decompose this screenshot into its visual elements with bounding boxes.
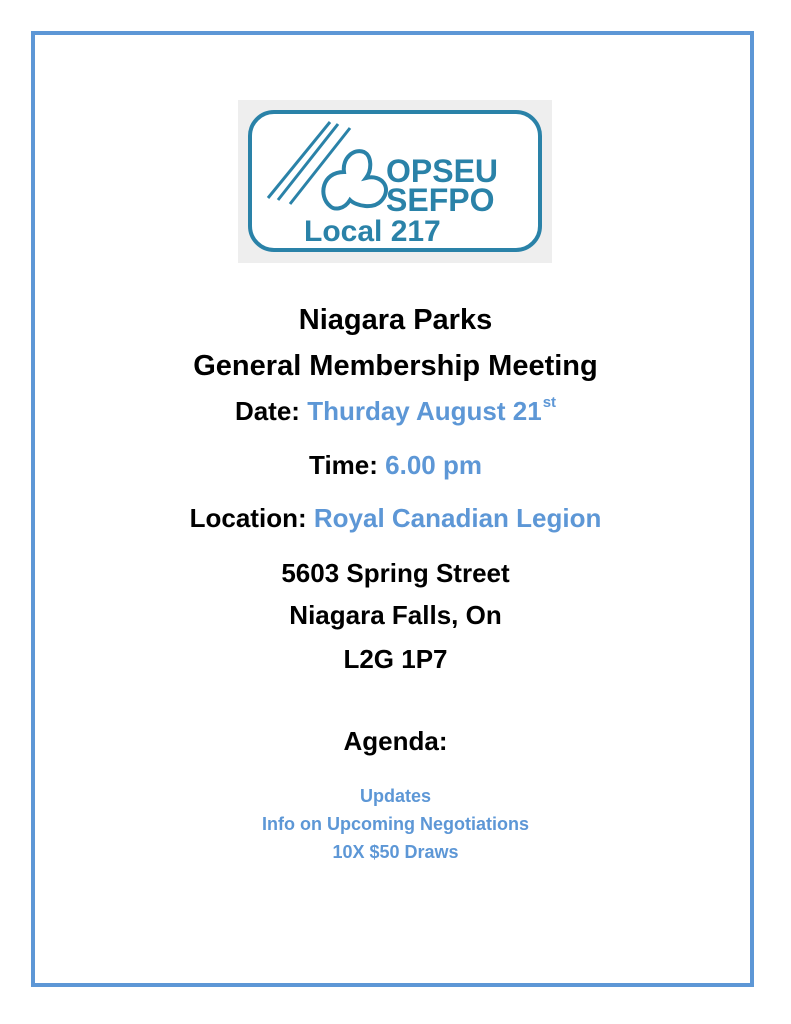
date-suffix: st bbox=[542, 394, 557, 411]
logo-text-line2: SEFPO bbox=[386, 182, 495, 218]
agenda-item: 10X $50 Draws bbox=[332, 842, 459, 862]
time-value: 6.00 pm bbox=[385, 450, 482, 480]
trillium-logo-icon bbox=[238, 100, 552, 263]
location-line bbox=[0, 503, 791, 534]
time-line bbox=[0, 450, 791, 481]
agenda-heading: Agenda: bbox=[343, 726, 448, 756]
location-value: Royal Canadian Legion bbox=[313, 503, 602, 533]
logo-text-line1: OPSEU bbox=[386, 153, 499, 189]
date-line bbox=[0, 396, 791, 427]
logo-text-line3: Local 217 bbox=[304, 215, 441, 248]
address-street: 5603 Spring Street bbox=[281, 558, 510, 588]
logo bbox=[238, 100, 552, 263]
date-value: Thurday August 21 bbox=[307, 396, 542, 426]
agenda-item: Updates bbox=[359, 786, 431, 806]
time-label: Time: bbox=[309, 450, 378, 480]
agenda-item: Info on Upcoming Negotiations bbox=[262, 814, 529, 834]
title-line1: Niagara Parks bbox=[298, 304, 493, 336]
date-label: Date: bbox=[234, 396, 300, 426]
address-postal: L2G 1P7 bbox=[343, 644, 448, 674]
location-label: Location: bbox=[189, 503, 307, 533]
address-city: Niagara Falls, On bbox=[289, 600, 502, 630]
title-line2: General Membership Meeting bbox=[193, 350, 598, 382]
